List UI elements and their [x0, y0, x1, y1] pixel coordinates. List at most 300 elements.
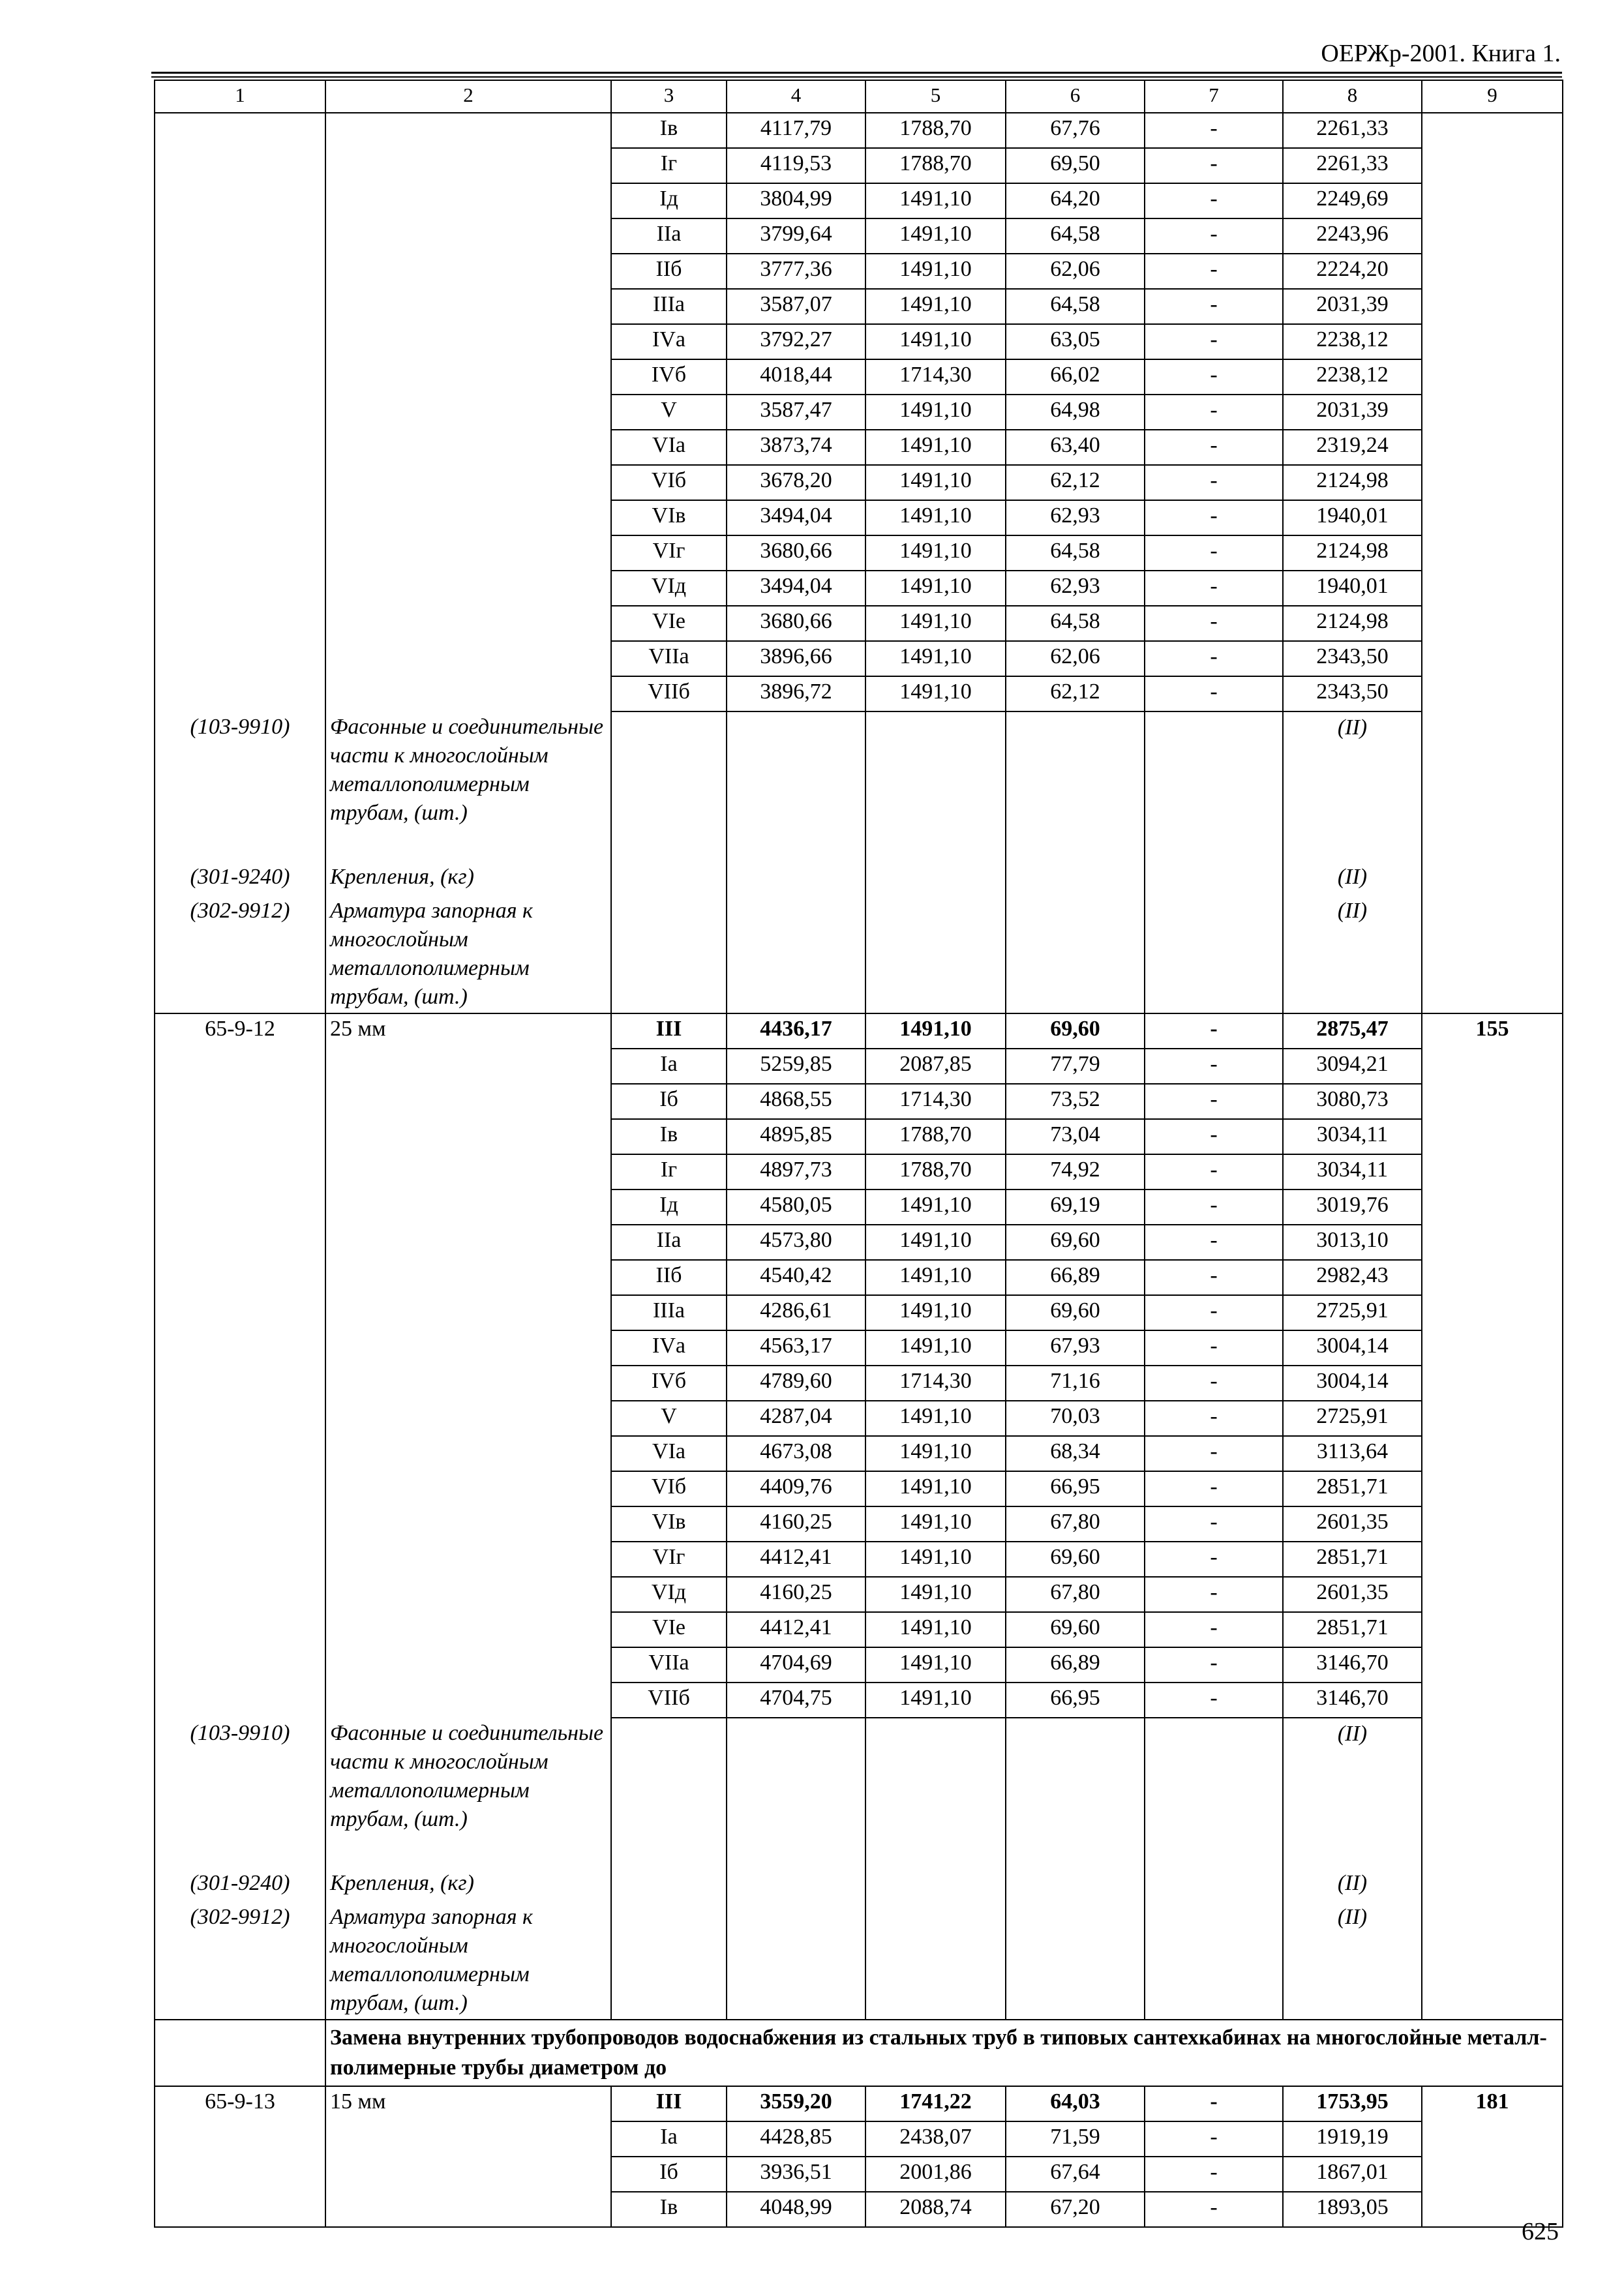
materials-cell: 3080,73	[1283, 1084, 1422, 1119]
materials-cell: 1867,01	[1283, 2157, 1422, 2192]
materials-cell: 3146,70	[1283, 1647, 1422, 1683]
machinist-wages-cell: -	[1145, 1612, 1283, 1647]
machinist-wages-cell: -	[1145, 1436, 1283, 1471]
empty-cell	[865, 1718, 1006, 1868]
zone-cell: IVб	[611, 1366, 727, 1401]
machinist-wages-cell: -	[1145, 1154, 1283, 1189]
column-number: 3	[611, 80, 727, 113]
machinist-wages-cell: -	[1145, 500, 1283, 535]
empty-cell	[1145, 711, 1283, 861]
materials-cell: 2851,71	[1283, 1612, 1422, 1647]
machinist-wages-cell: -	[1145, 1084, 1283, 1119]
machine-cell: 62,93	[1006, 571, 1145, 606]
section-spacer	[155, 2020, 325, 2086]
total-cost-cell: 4018,44	[727, 359, 865, 395]
wages-cell: 1491,10	[865, 1330, 1006, 1366]
resource-mark-cell	[1283, 861, 1422, 895]
wages-cell: 1491,10	[865, 183, 1006, 218]
total-cost-cell: 3587,07	[727, 289, 865, 324]
resource-name: Крепления, (кг)	[330, 865, 474, 889]
resource-mark-cell	[1283, 1718, 1422, 1868]
machinist-wages-cell: -	[1145, 1647, 1283, 1683]
zone-cell: VIг	[611, 1542, 727, 1577]
total-cell: 181	[1422, 2086, 1563, 2227]
empty-cell	[611, 1868, 727, 1902]
zone-cell: IIа	[611, 218, 727, 254]
code-cell: 65-9-12	[155, 1013, 325, 1718]
materials-cell: 2238,12	[1283, 324, 1422, 359]
empty-cell	[865, 861, 1006, 895]
resource-name-cell	[325, 895, 611, 1013]
machine-cell: 66,89	[1006, 1647, 1145, 1683]
zone-cell: VIд	[611, 571, 727, 606]
materials-cell: 3004,14	[1283, 1330, 1422, 1366]
materials-cell: 2725,91	[1283, 1295, 1422, 1330]
wages-cell: 1491,10	[865, 1295, 1006, 1330]
zone-cell: IIа	[611, 1225, 727, 1260]
resource-row	[155, 1902, 1563, 2020]
machinist-wages-cell: -	[1145, 2121, 1283, 2157]
total-cost-cell: 4160,25	[727, 1577, 865, 1612]
resource-code: (302-9912)	[190, 1905, 290, 1929]
machine-cell: 67,20	[1006, 2192, 1145, 2227]
materials-cell: 2725,91	[1283, 1401, 1422, 1436]
machine-cell: 62,06	[1006, 641, 1145, 676]
materials-cell: 1893,05	[1283, 2192, 1422, 2227]
materials-cell: 2124,98	[1283, 535, 1422, 571]
machinist-wages-cell: -	[1145, 1542, 1283, 1577]
wages-cell: 1491,10	[865, 1542, 1006, 1577]
total-cost-cell: 3680,66	[727, 535, 865, 571]
materials-cell: 2343,50	[1283, 641, 1422, 676]
machine-cell: 66,95	[1006, 1471, 1145, 1506]
machinist-wages-cell: -	[1145, 1295, 1283, 1330]
machine-cell: 73,52	[1006, 1084, 1145, 1119]
machinist-wages-cell: -	[1145, 2157, 1283, 2192]
materials-cell: 2243,96	[1283, 218, 1422, 254]
empty-cell	[611, 711, 727, 861]
machine-cell: 71,59	[1006, 2121, 1145, 2157]
total-cost-cell: 3777,36	[727, 254, 865, 289]
wages-cell: 2088,74	[865, 2192, 1006, 2227]
resource-code-cell	[155, 1868, 325, 1902]
empty-cell	[727, 1902, 865, 2020]
machinist-wages-cell: -	[1145, 465, 1283, 500]
materials-cell: 2601,35	[1283, 1577, 1422, 1612]
resource-name-cell	[325, 1868, 611, 1902]
machine-cell: 64,58	[1006, 289, 1145, 324]
zone-cell: IIб	[611, 1260, 727, 1295]
machinist-wages-cell: -	[1145, 1577, 1283, 1612]
resource-name-cell	[325, 711, 611, 861]
machinist-wages-cell: -	[1145, 2192, 1283, 2227]
zone-cell: VIа	[611, 1436, 727, 1471]
empty-cell	[1422, 1718, 1563, 1868]
total-cost-cell: 3559,20	[727, 2086, 865, 2121]
resource-mark-cell	[1283, 711, 1422, 861]
resource-name: Арматура запорная к многослойным металлополимерным трубам, (шт.)	[330, 1905, 533, 2015]
zone-cell: Iа	[611, 1049, 727, 1084]
empty-cell	[1145, 895, 1283, 1013]
column-number: 2	[325, 80, 611, 113]
column-number-row	[155, 80, 1563, 113]
column-number: 5	[865, 80, 1006, 113]
machine-cell: 62,93	[1006, 500, 1145, 535]
empty-cell	[1422, 861, 1563, 895]
machine-cell: 66,95	[1006, 1683, 1145, 1718]
resource-code-cell	[155, 1718, 325, 1868]
name-cell: 25 мм	[325, 1013, 611, 1718]
empty-cell	[727, 711, 865, 861]
machinist-wages-cell: -	[1145, 676, 1283, 711]
zone-cell: VIIа	[611, 641, 727, 676]
total-cost-cell: 4897,73	[727, 1154, 865, 1189]
machine-cell: 69,60	[1006, 1295, 1145, 1330]
resource-row	[155, 711, 1563, 861]
column-number: 1	[155, 80, 325, 113]
code-cell: 65-9-13	[155, 2086, 325, 2227]
table-row	[155, 2086, 1563, 2121]
materials-cell: 2343,50	[1283, 676, 1422, 711]
resource-name-cell	[325, 861, 611, 895]
total-cost-cell: 3936,51	[727, 2157, 865, 2192]
resource-code-cell	[155, 711, 325, 861]
zone-cell: IVа	[611, 1330, 727, 1366]
section-title: Замена внутренних трубопроводов водоснабжения из стальных труб в типовых сантехкабинах на многослойные металл-полимерные трубы диаметром до	[325, 2020, 1563, 2086]
wages-cell: 1788,70	[865, 148, 1006, 183]
machinist-wages-cell: -	[1145, 571, 1283, 606]
machinist-wages-cell: -	[1145, 1366, 1283, 1401]
materials-cell: 3019,76	[1283, 1189, 1422, 1225]
machinist-wages-cell: -	[1145, 1330, 1283, 1366]
materials-cell: 2261,33	[1283, 148, 1422, 183]
materials-cell: 1919,19	[1283, 2121, 1422, 2157]
empty-cell	[1422, 1902, 1563, 2020]
machinist-wages-cell: -	[1145, 1683, 1283, 1718]
wages-cell: 1491,10	[865, 1471, 1006, 1506]
materials-cell: 2031,39	[1283, 395, 1422, 430]
resource-code: (302-9912)	[190, 899, 290, 923]
resource-code-cell	[155, 895, 325, 1013]
machine-cell: 69,60	[1006, 1612, 1145, 1647]
materials-cell: 2124,98	[1283, 465, 1422, 500]
resource-mark: (II)	[1337, 899, 1368, 923]
machine-cell: 69,60	[1006, 1542, 1145, 1577]
materials-cell: 2601,35	[1283, 1506, 1422, 1542]
machinist-wages-cell: -	[1145, 324, 1283, 359]
machine-cell: 71,16	[1006, 1366, 1145, 1401]
resource-mark-cell	[1283, 895, 1422, 1013]
machinist-wages-cell: -	[1145, 1119, 1283, 1154]
empty-cell	[1145, 1902, 1283, 2020]
empty-cell	[1145, 1718, 1283, 1868]
wages-cell: 1491,10	[865, 1612, 1006, 1647]
empty-cell	[1422, 1868, 1563, 1902]
materials-cell: 3146,70	[1283, 1683, 1422, 1718]
machinist-wages-cell: -	[1145, 1225, 1283, 1260]
wages-cell: 1491,10	[865, 1577, 1006, 1612]
total-cost-cell: 4287,04	[727, 1401, 865, 1436]
machinist-wages-cell: -	[1145, 1401, 1283, 1436]
machine-cell: 63,05	[1006, 324, 1145, 359]
zone-cell: III	[611, 2086, 727, 2121]
zone-cell: VIIа	[611, 1647, 727, 1683]
wages-cell: 1491,10	[865, 500, 1006, 535]
zone-cell: IIб	[611, 254, 727, 289]
code-cell	[155, 113, 325, 711]
wages-cell: 1491,10	[865, 254, 1006, 289]
wages-cell: 2087,85	[865, 1049, 1006, 1084]
total-cost-cell: 4409,76	[727, 1471, 865, 1506]
resource-row	[155, 1868, 1563, 1902]
materials-cell: 3004,14	[1283, 1366, 1422, 1401]
machine-cell: 66,02	[1006, 359, 1145, 395]
materials-cell: 3094,21	[1283, 1049, 1422, 1084]
wages-cell: 1491,10	[865, 535, 1006, 571]
machine-cell: 62,06	[1006, 254, 1145, 289]
resource-row	[155, 861, 1563, 895]
zone-cell: Iв	[611, 113, 727, 148]
total-cost-cell: 3587,47	[727, 395, 865, 430]
empty-cell	[865, 895, 1006, 1013]
resource-name: Фасонные и соединительные части к многослойным металлополимерным трубам, (шт.)	[330, 1721, 604, 1831]
wages-cell: 1491,10	[865, 218, 1006, 254]
zone-cell: VIв	[611, 1506, 727, 1542]
table-row	[155, 113, 1563, 148]
wages-cell: 1491,10	[865, 676, 1006, 711]
resource-mark: (II)	[1337, 715, 1368, 740]
wages-cell: 1491,10	[865, 1506, 1006, 1542]
machinist-wages-cell: -	[1145, 1049, 1283, 1084]
materials-cell: 2851,71	[1283, 1542, 1422, 1577]
machine-cell: 77,79	[1006, 1049, 1145, 1084]
zone-cell: VIб	[611, 465, 727, 500]
machine-cell: 64,98	[1006, 395, 1145, 430]
machinist-wages-cell: -	[1145, 113, 1283, 148]
wages-cell: 1788,70	[865, 1154, 1006, 1189]
materials-cell: 2124,98	[1283, 606, 1422, 641]
total-cost-cell: 3678,20	[727, 465, 865, 500]
zone-cell: VIIб	[611, 1683, 727, 1718]
materials-cell: 2031,39	[1283, 289, 1422, 324]
zone-cell: VIд	[611, 1577, 727, 1612]
resource-code: (103-9910)	[190, 715, 290, 739]
materials-cell: 1753,95	[1283, 2086, 1422, 2121]
machinist-wages-cell: -	[1145, 1189, 1283, 1225]
total-cost-cell: 4704,69	[727, 1647, 865, 1683]
machine-cell: 62,12	[1006, 465, 1145, 500]
machinist-wages-cell: -	[1145, 395, 1283, 430]
machinist-wages-cell: -	[1145, 535, 1283, 571]
total-cost-cell: 3896,72	[727, 676, 865, 711]
empty-cell	[727, 895, 865, 1013]
wages-cell: 1491,10	[865, 324, 1006, 359]
resource-mark: (II)	[1337, 1905, 1368, 1929]
machine-cell: 69,60	[1006, 1013, 1145, 1049]
empty-cell	[611, 861, 727, 895]
zone-cell: Iд	[611, 183, 727, 218]
wages-cell: 1491,10	[865, 465, 1006, 500]
materials-cell: 1940,01	[1283, 571, 1422, 606]
wages-cell: 1491,10	[865, 641, 1006, 676]
wages-cell: 1491,10	[865, 1225, 1006, 1260]
machinist-wages-cell: -	[1145, 359, 1283, 395]
empty-cell	[1006, 861, 1145, 895]
empty-cell	[1006, 1868, 1145, 1902]
empty-cell	[1145, 861, 1283, 895]
empty-cell	[865, 1902, 1006, 2020]
materials-cell: 3113,64	[1283, 1436, 1422, 1471]
total-cell: 155	[1422, 1013, 1563, 1718]
empty-cell	[611, 1718, 727, 1868]
materials-cell: 3034,11	[1283, 1119, 1422, 1154]
total-cost-cell: 4789,60	[727, 1366, 865, 1401]
total-cost-cell: 4573,80	[727, 1225, 865, 1260]
rates-table	[154, 80, 1563, 2228]
zone-cell: VIг	[611, 535, 727, 571]
section-row	[155, 2020, 1563, 2086]
zone-cell: Iб	[611, 1084, 727, 1119]
machine-cell: 67,80	[1006, 1506, 1145, 1542]
zone-cell: Iв	[611, 2192, 727, 2227]
empty-cell	[865, 711, 1006, 861]
wages-cell: 1714,30	[865, 359, 1006, 395]
resource-code: (301-9240)	[190, 1871, 290, 1895]
machine-cell: 74,92	[1006, 1154, 1145, 1189]
empty-cell	[727, 1718, 865, 1868]
zone-cell: Iв	[611, 1119, 727, 1154]
total-cost-cell: 4563,17	[727, 1330, 865, 1366]
wages-cell: 1491,10	[865, 1683, 1006, 1718]
total-cost-cell: 3494,04	[727, 500, 865, 535]
wages-cell: 1491,10	[865, 1647, 1006, 1683]
zone-cell: Iг	[611, 1154, 727, 1189]
empty-cell	[865, 1868, 1006, 1902]
resource-name-cell	[325, 1902, 611, 2020]
zone-cell: VIв	[611, 500, 727, 535]
total-cost-cell: 4117,79	[727, 113, 865, 148]
empty-cell	[611, 895, 727, 1013]
resource-row	[155, 895, 1563, 1013]
zone-cell: III	[611, 1013, 727, 1049]
machine-cell: 69,60	[1006, 1225, 1145, 1260]
zone-cell: IIIа	[611, 289, 727, 324]
total-cost-cell: 3896,66	[727, 641, 865, 676]
machine-cell: 69,50	[1006, 148, 1145, 183]
empty-cell	[1006, 711, 1145, 861]
wages-cell: 1491,10	[865, 430, 1006, 465]
machine-cell: 69,19	[1006, 1189, 1145, 1225]
zone-cell: VIе	[611, 606, 727, 641]
machinist-wages-cell: -	[1145, 2086, 1283, 2121]
machine-cell: 70,03	[1006, 1401, 1145, 1436]
machine-cell: 73,04	[1006, 1119, 1145, 1154]
materials-cell: 3013,10	[1283, 1225, 1422, 1260]
total-cost-cell: 4540,42	[727, 1260, 865, 1295]
zone-cell: IVб	[611, 359, 727, 395]
zone-cell: Iг	[611, 148, 727, 183]
machinist-wages-cell: -	[1145, 606, 1283, 641]
zone-cell: V	[611, 395, 727, 430]
total-cost-cell: 4286,61	[727, 1295, 865, 1330]
resource-code: (103-9910)	[190, 1721, 290, 1745]
resource-code: (301-9240)	[190, 865, 290, 889]
empty-cell	[1422, 895, 1563, 1013]
resource-mark: (II)	[1337, 865, 1368, 889]
total-cost-cell: 4580,05	[727, 1189, 865, 1225]
total-cost-cell: 4412,41	[727, 1612, 865, 1647]
machinist-wages-cell: -	[1145, 254, 1283, 289]
machine-cell: 67,64	[1006, 2157, 1145, 2192]
empty-cell	[1006, 1718, 1145, 1868]
resource-mark: (II)	[1337, 1722, 1368, 1746]
resource-row	[155, 1718, 1563, 1868]
wages-cell: 1714,30	[865, 1084, 1006, 1119]
wages-cell: 1491,10	[865, 289, 1006, 324]
header-rule	[151, 72, 1562, 74]
resource-name: Фасонные и соединительные части к многослойным металлополимерным трубам, (шт.)	[330, 715, 604, 825]
machine-cell: 64,03	[1006, 2086, 1145, 2121]
machine-cell: 64,58	[1006, 218, 1145, 254]
zone-cell: VIб	[611, 1471, 727, 1506]
total-cost-cell: 4048,99	[727, 2192, 865, 2227]
resource-name: Крепления, (кг)	[330, 1871, 474, 1895]
machine-cell: 64,58	[1006, 606, 1145, 641]
name-cell: 15 мм	[325, 2086, 611, 2227]
machine-cell: 63,40	[1006, 430, 1145, 465]
materials-cell: 2875,47	[1283, 1013, 1422, 1049]
total-cost-cell: 4895,85	[727, 1119, 865, 1154]
materials-cell: 1940,01	[1283, 500, 1422, 535]
zone-cell: IIIа	[611, 1295, 727, 1330]
zone-cell: Iа	[611, 2121, 727, 2157]
total-cost-cell: 3494,04	[727, 571, 865, 606]
materials-cell: 2851,71	[1283, 1471, 1422, 1506]
resource-name-cell	[325, 1718, 611, 1868]
zone-cell: VIе	[611, 1612, 727, 1647]
machine-cell: 64,58	[1006, 535, 1145, 571]
resource-code-cell	[155, 861, 325, 895]
machinist-wages-cell: -	[1145, 148, 1283, 183]
wages-cell: 1491,10	[865, 571, 1006, 606]
wages-cell: 1788,70	[865, 113, 1006, 148]
total-cost-cell: 5259,85	[727, 1049, 865, 1084]
wages-cell: 1491,10	[865, 1260, 1006, 1295]
materials-cell: 2224,20	[1283, 254, 1422, 289]
zone-cell: VIIб	[611, 676, 727, 711]
resource-mark: (II)	[1337, 1871, 1368, 1895]
wages-cell: 1788,70	[865, 1119, 1006, 1154]
materials-cell: 2261,33	[1283, 113, 1422, 148]
zone-cell: VIа	[611, 430, 727, 465]
column-number: 6	[1006, 80, 1145, 113]
machine-cell: 67,80	[1006, 1577, 1145, 1612]
column-number: 7	[1145, 80, 1283, 113]
wages-cell: 1714,30	[865, 1366, 1006, 1401]
resource-mark-cell	[1283, 1902, 1422, 2020]
machinist-wages-cell: -	[1145, 1013, 1283, 1049]
wages-cell: 2438,07	[865, 2121, 1006, 2157]
wages-cell: 1741,22	[865, 2086, 1006, 2121]
materials-cell: 2238,12	[1283, 359, 1422, 395]
empty-cell	[1006, 1902, 1145, 2020]
zone-cell: Iд	[611, 1189, 727, 1225]
table-row	[155, 1013, 1563, 1049]
empty-cell	[1006, 895, 1145, 1013]
total-cell	[1422, 113, 1563, 711]
materials-cell: 2249,69	[1283, 183, 1422, 218]
resource-name: Арматура запорная к многослойным металлополимерным трубам, (шт.)	[330, 899, 533, 1009]
